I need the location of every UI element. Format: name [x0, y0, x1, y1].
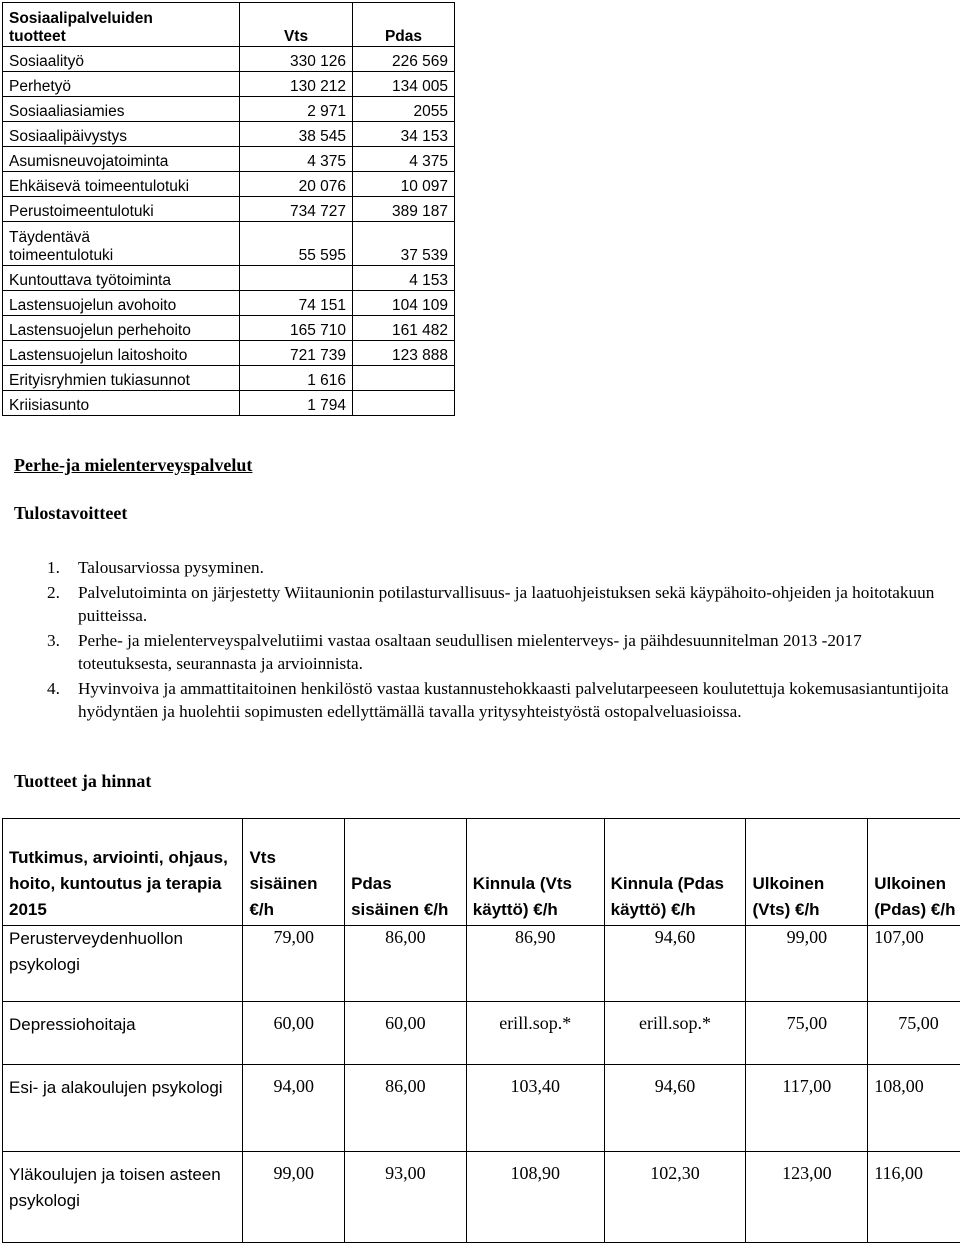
- row-kinnula-pdas: 102,30: [604, 1152, 746, 1243]
- header-ulkoinen-pdas: Ulkoinen (Pdas) €/h: [868, 819, 960, 926]
- table-row: [3, 366, 455, 391]
- row-vts: 734 727: [240, 197, 353, 222]
- list-item: [14, 629, 960, 676]
- goal-number: 3.: [47, 629, 60, 653]
- section-title: Perhe-ja mielenterveyspalvelut: [14, 455, 252, 476]
- row-ulkoinen-pdas: 116,00: [868, 1152, 960, 1243]
- table-row: [3, 172, 455, 197]
- row-pdas: 86,00: [345, 1065, 467, 1152]
- row-pdas: 134 005: [353, 72, 455, 97]
- row-vts: 4 375: [240, 147, 353, 172]
- row-label: Lastensuojelun avohoito: [3, 291, 240, 316]
- goal-number: 1.: [47, 556, 60, 580]
- header-vts: Vts sisäinen €/h: [243, 819, 345, 926]
- header-label-line1: Sosiaalipalveluiden: [9, 10, 153, 27]
- row-pdas: 37 539: [353, 222, 455, 266]
- goal-number: 2.: [47, 581, 60, 605]
- row-label: Lastensuojelun laitoshoito: [3, 341, 240, 366]
- table-header-row: [3, 819, 960, 926]
- prices-table: [2, 818, 960, 1243]
- social-services-table: [2, 2, 455, 416]
- table-row: [3, 97, 455, 122]
- row-ulkoinen-vts: 99,00: [746, 926, 868, 1002]
- row-pdas: 4 375: [353, 147, 455, 172]
- products-title: Tuotteet ja hinnat: [14, 771, 151, 792]
- row-ulkoinen-vts: 75,00: [746, 1002, 868, 1065]
- header-pdas: Pdas sisäinen €/h: [345, 819, 467, 926]
- row-label: Lastensuojelun perhehoito: [3, 316, 240, 341]
- row-pdas: 389 187: [353, 197, 455, 222]
- row-label: Perustoimeentulotuki: [3, 197, 240, 222]
- table-row: [3, 291, 455, 316]
- goal-text: Talousarviossa pysyminen.: [78, 558, 264, 577]
- row-vts: 60,00: [243, 1002, 345, 1065]
- header-service: Tutkimus, arviointi, ohjaus, hoito, kuntoutus ja terapia 2015: [3, 819, 243, 926]
- table-row: [3, 316, 455, 341]
- table-row: [3, 391, 455, 416]
- row-label: Asumisneuvojatoiminta: [3, 147, 240, 172]
- row-pdas: 161 482: [353, 316, 455, 341]
- row-vts: 79,00: [243, 926, 345, 1002]
- goal-text: Hyvinvoiva ja ammattitaitoinen henkilöstö vastaa kustannustehokkaasti palvelutarpeeseen koulutettuja kokemusasiantuntijoita hyödyntäen ja huolehtii sopimusten edellyttämällä tavalla yritysyhteistyöstä ostopalveluasioissa.: [78, 679, 949, 722]
- section-subtitle: Tulostavoitteet: [14, 503, 127, 524]
- list-item: [14, 556, 960, 580]
- row-vts: 99,00: [243, 1152, 345, 1243]
- header-products: [3, 3, 240, 47]
- row-vts: 1 616: [240, 366, 353, 391]
- row-pdas: 93,00: [345, 1152, 467, 1243]
- row-label: Ehkäisevä toimeentulotuki: [3, 172, 240, 197]
- row-ulkoinen-pdas: 108,00: [868, 1065, 960, 1152]
- goal-number: 4.: [47, 677, 60, 701]
- row-vts: 74 151: [240, 291, 353, 316]
- row-vts: [240, 266, 353, 291]
- row-vts: 330 126: [240, 47, 353, 72]
- row-kinnula-pdas: erill.sop.*: [604, 1002, 746, 1065]
- row-kinnula-pdas: 94,60: [604, 926, 746, 1002]
- row-pdas: 2055: [353, 97, 455, 122]
- row-label: Sosiaaliasiamies: [3, 97, 240, 122]
- row-pdas: 104 109: [353, 291, 455, 316]
- row-pdas: 60,00: [345, 1002, 467, 1065]
- table-row: [3, 122, 455, 147]
- row-pdas: 123 888: [353, 341, 455, 366]
- row-pdas: [353, 391, 455, 416]
- row-pdas: 4 153: [353, 266, 455, 291]
- list-item: [14, 581, 960, 628]
- row-ulkoinen-vts: 117,00: [746, 1065, 868, 1152]
- row-label: Kuntouttava työtoiminta: [3, 266, 240, 291]
- table-row: [3, 147, 455, 172]
- row-service: Yläkoulujen ja toisen asteen psykologi: [3, 1152, 243, 1243]
- row-label: Perhetyö: [3, 72, 240, 97]
- header-kinnula-pdas: Kinnula (Pdas käyttö) €/h: [604, 819, 746, 926]
- list-item: [14, 677, 960, 724]
- row-vts: 38 545: [240, 122, 353, 147]
- row-ulkoinen-vts: 123,00: [746, 1152, 868, 1243]
- goal-text: Palvelutoiminta on järjestetty Wiitaunionin potilasturvallisuus- ja laatuohjeistuksen sekä käypähoito-ohjeiden ja hoitotakuun puitteissa.: [78, 583, 934, 626]
- row-kinnula-pdas: 94,60: [604, 1065, 746, 1152]
- row-pdas: 86,00: [345, 926, 467, 1002]
- table-row: [3, 197, 455, 222]
- table-row: [3, 1002, 960, 1065]
- header-kinnula-vts: Kinnula (Vts käyttö) €/h: [466, 819, 604, 926]
- row-label-line1: Täydentävä: [9, 229, 90, 246]
- row-label: [3, 222, 240, 266]
- row-pdas: 10 097: [353, 172, 455, 197]
- row-service: Depressiohoitaja: [3, 1002, 243, 1065]
- row-vts: 20 076: [240, 172, 353, 197]
- table-row: [3, 341, 455, 366]
- row-vts: 721 739: [240, 341, 353, 366]
- row-vts: 1 794: [240, 391, 353, 416]
- row-vts: 165 710: [240, 316, 353, 341]
- row-pdas: 226 569: [353, 47, 455, 72]
- table-header-row: [3, 3, 455, 47]
- row-pdas: 34 153: [353, 122, 455, 147]
- row-vts: 55 595: [240, 222, 353, 266]
- table-row: [3, 1065, 960, 1152]
- row-label-line2: toimeentulotuki: [9, 247, 113, 264]
- row-vts: 2 971: [240, 97, 353, 122]
- row-ulkoinen-pdas: 107,00: [868, 926, 960, 1002]
- header-ulkoinen-vts: Ulkoinen (Vts) €/h: [746, 819, 868, 926]
- row-kinnula-vts: 86,90: [466, 926, 604, 1002]
- row-kinnula-vts: 108,90: [466, 1152, 604, 1243]
- table-row: [3, 47, 455, 72]
- goal-text: Perhe- ja mielenterveyspalvelutiimi vastaa osaltaan seudullisen mielenterveys- ja päihdesuunnitelman 2013 -2017 toteutuksesta, seurannasta ja arvioinnista.: [78, 631, 862, 674]
- row-kinnula-vts: 103,40: [466, 1065, 604, 1152]
- goals-list: [14, 556, 960, 725]
- row-label: Sosiaalipäivystys: [3, 122, 240, 147]
- row-pdas: [353, 366, 455, 391]
- table-row: [3, 72, 455, 97]
- header-pdas: Pdas: [353, 3, 455, 47]
- table-row: [3, 222, 455, 266]
- row-label: Erityisryhmien tukiasunnot: [3, 366, 240, 391]
- row-vts: 130 212: [240, 72, 353, 97]
- header-vts: Vts: [240, 3, 353, 47]
- row-ulkoinen-pdas: 75,00: [868, 1002, 960, 1065]
- row-label: Kriisiasunto: [3, 391, 240, 416]
- row-vts: 94,00: [243, 1065, 345, 1152]
- row-service: Perusterveydenhuollon psykologi: [3, 926, 243, 1002]
- table-row: [3, 926, 960, 1002]
- header-label-line2: tuotteet: [9, 28, 66, 45]
- row-service: Esi- ja alakoulujen psykologi: [3, 1065, 243, 1152]
- row-label: Sosiaalityö: [3, 47, 240, 72]
- row-kinnula-vts: erill.sop.*: [466, 1002, 604, 1065]
- table-row: [3, 266, 455, 291]
- table-row: [3, 1152, 960, 1243]
